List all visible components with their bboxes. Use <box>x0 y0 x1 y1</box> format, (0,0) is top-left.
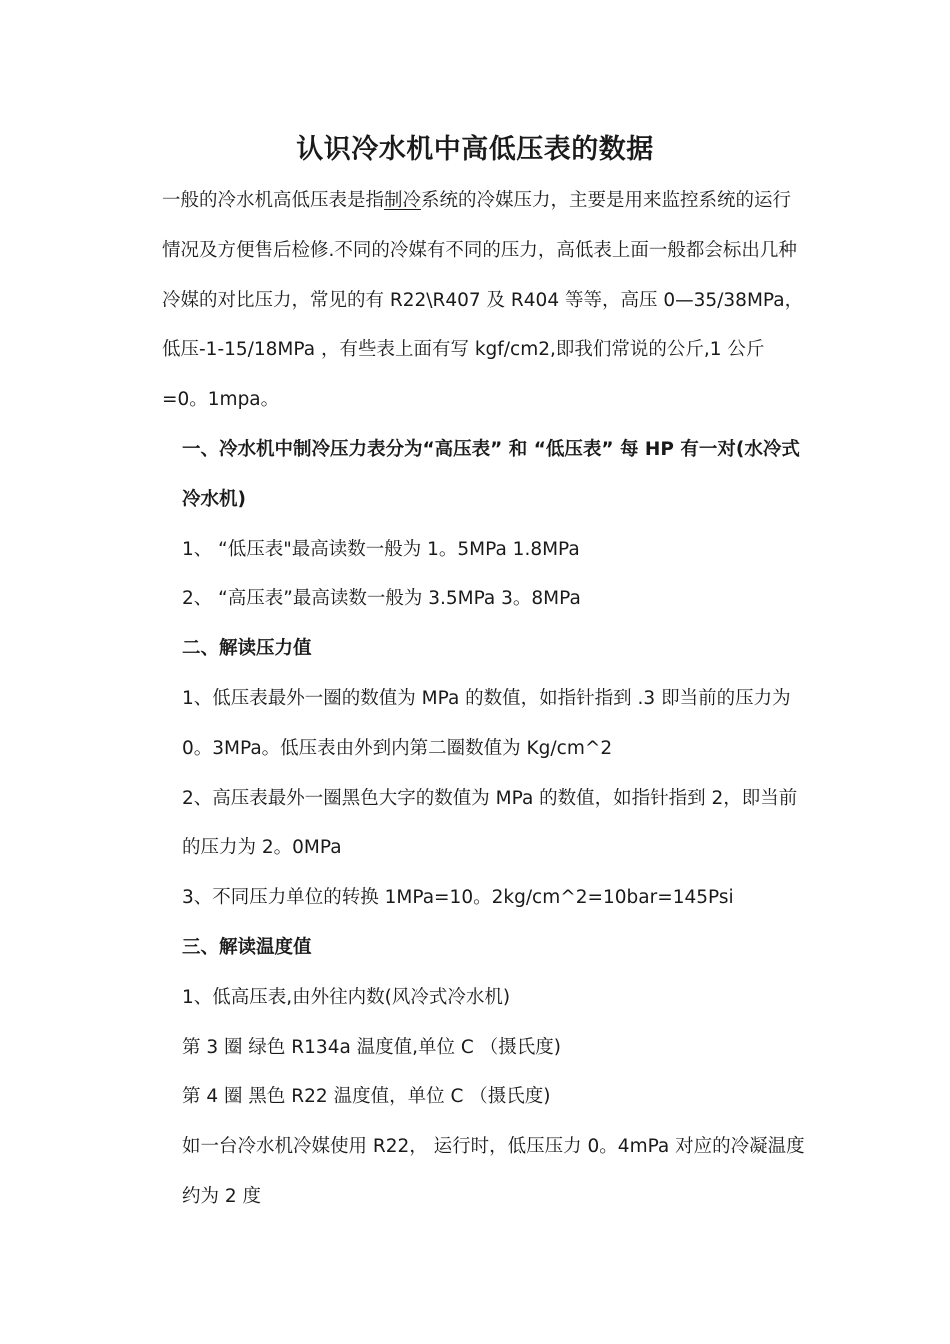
section-1-heading: 一、冷水机中制冷压力表分为“高压表” 和 “低压表” 每 HP 有一对(水冷式冷水机) <box>182 438 800 510</box>
section-3-item: 第 3 圈 绿色 R134a 温度值,单位 C （摄氏度) <box>182 1036 561 1058</box>
document-title: 认识冷水机中高低压表的数据 <box>296 134 654 165</box>
section-3-heading: 三、解读温度值 <box>182 936 312 958</box>
section-1-item: 2、 “高压表”最高读数一般为 3.5MPa 3。8MPa <box>182 588 581 610</box>
section-2-item: 2、高压表最外一圈黑色大字的数值为 MPa 的数值，如指针指到 2，即当前的压力为 2。0MPa <box>182 787 798 859</box>
section-3-item: 如一台冷水机冷媒使用 R22， 运行时，低压压力 0。4mPa 对应的冷凝温度约为 2 度 <box>182 1136 805 1207</box>
section-1-item: 1、 “低压表"最高读数一般为 1。5MPa 1.8MPa <box>182 538 580 560</box>
section-2-item: 3、不同压力单位的转换 1MPa=10。2kg/cm^2=10bar=145Psi <box>182 887 734 909</box>
section-3-item: 第 4 圈 黑色 R22 温度值，单位 C （摄氏度) <box>182 1086 551 1108</box>
intro-text-after: 系统的冷媒压力，主要是用来监控系统的运行情况及方便售后检修.不同的冷媒有不同的压力，高低表上面一般都会标出几种冷媒的对比压力，常见的有 R22\R407 及 R404 等等，高压 0—35/38MPa，低压-1-15/18MPa ，有些表上面有写 kgf/cm2,即我们常说的公斤,1 公斤=0。1mpa。 <box>162 190 804 411</box>
section-3-item: 1、低高压表,由外往内数(风冷式冷水机) <box>182 986 511 1008</box>
intro-text-underlined: 制冷 <box>384 190 422 211</box>
section-2-item: 1、低压表最外一圈的数值为 MPa 的数值，如指针指到 .3 即当前的压力为 0。3MPa。低压表由外到内第二圈数值为 Kg/cm^2 <box>182 687 791 759</box>
document-body <box>144 176 808 1222</box>
section-2-heading: 二、解读压力值 <box>182 638 312 660</box>
intro-text-before: 一般的冷水机高低压表是指 <box>162 190 385 211</box>
intro-paragraph <box>144 176 808 425</box>
